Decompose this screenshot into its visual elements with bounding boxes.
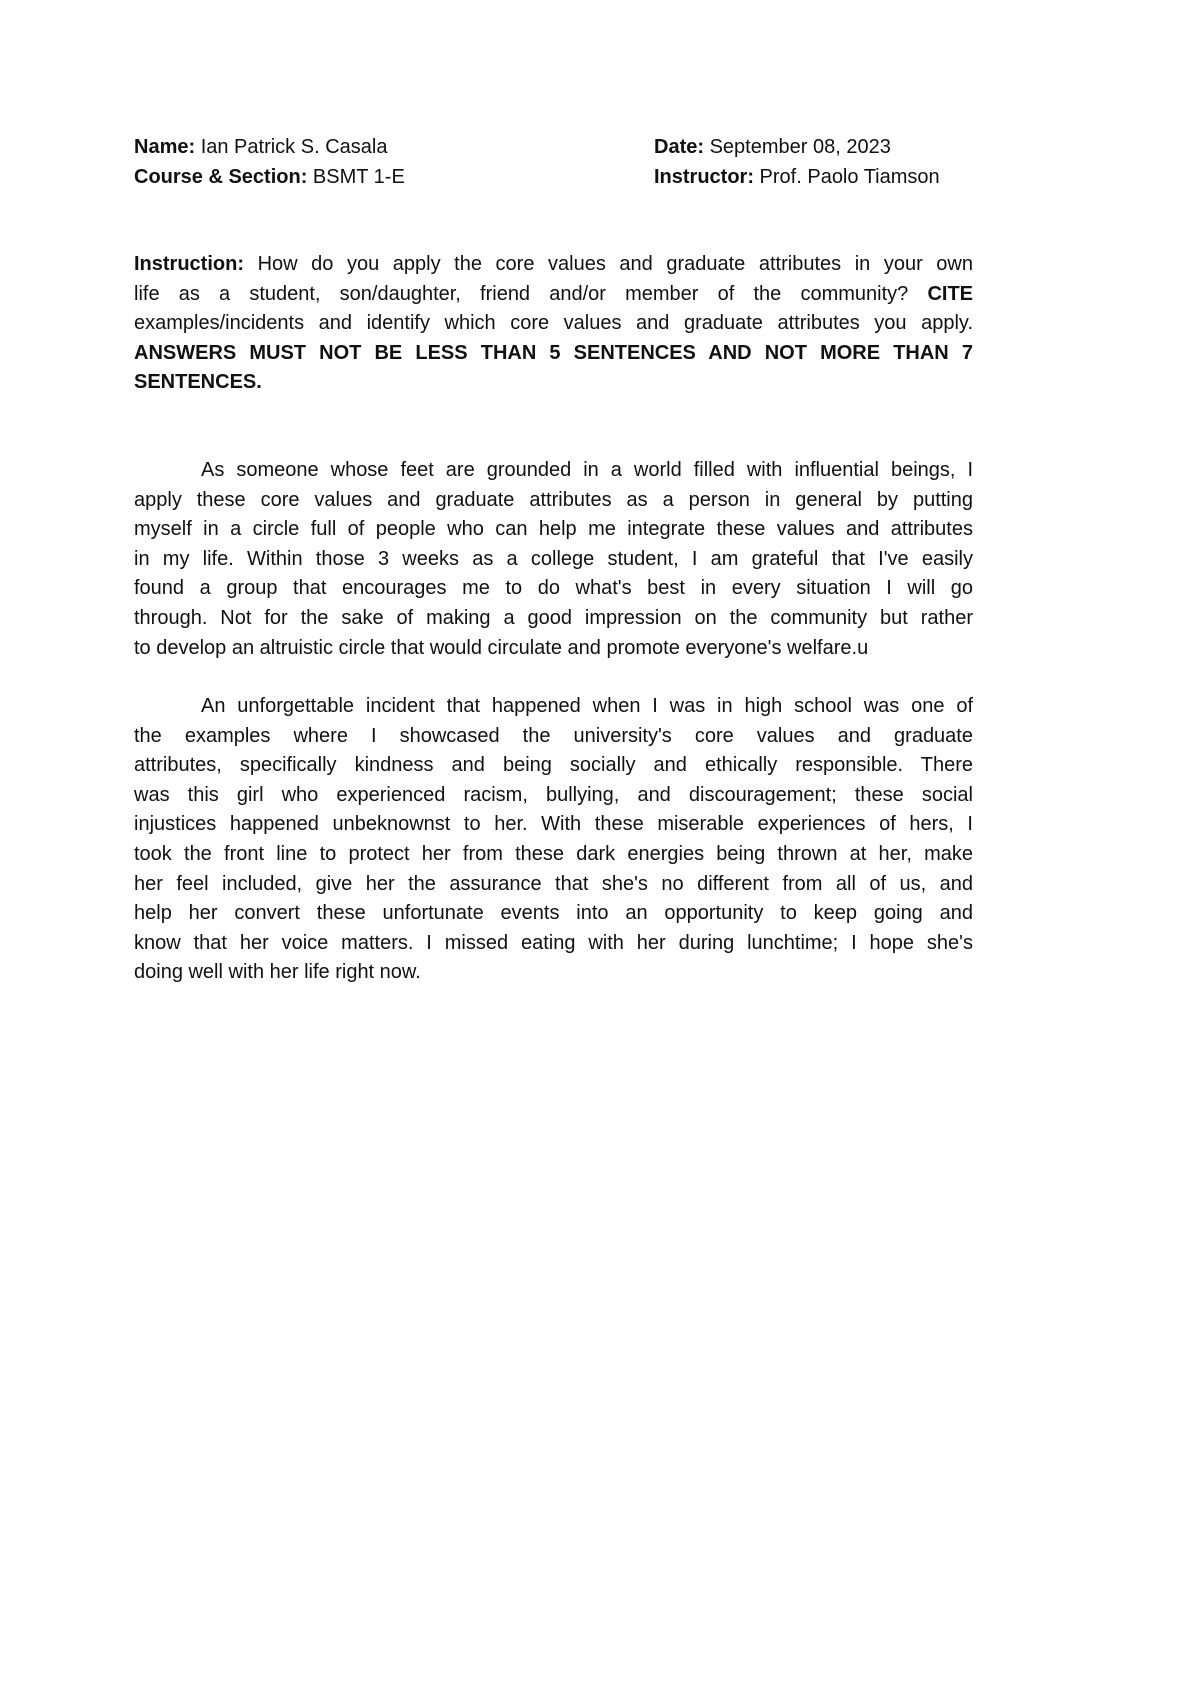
name-field [134, 132, 387, 162]
paragraph-line: to develop an altruistic circle that would circulate and promote everyone's welfare.u [134, 636, 869, 659]
instruction-label: Instruction: [134, 253, 244, 275]
instructor-field [654, 162, 940, 192]
paragraph-line: doing well with her life right now. [134, 961, 421, 984]
paragraph-line: the examples where I showcased the university's core values and graduate [134, 724, 973, 747]
paragraph-line: As someone whose feet are grounded in a world filled with influential beings, I [201, 459, 973, 481]
instruction-line [134, 250, 973, 280]
answer-paragraph-2 [134, 692, 973, 988]
paragraph-line: injustices happened unbeknownst to her. With these miserable experiences of hers, I [134, 813, 973, 836]
paragraph-line: found a group that encourages me to do what's best in every situation I will go [134, 577, 973, 600]
course-label: Course & Section: [134, 166, 308, 188]
paragraph-line: attributes, specifically kindness and being socially and ethically responsible. There [134, 754, 973, 777]
instruction-text: How do you apply the core values and graduate attributes in your own [244, 253, 973, 275]
name-label: Name: [134, 136, 196, 158]
instruction-text: life as a student, son/daughter, friend and/or member of the community? [134, 282, 928, 305]
paragraph-line: was this girl who experienced racism, bullying, and discouragement; these social [134, 783, 973, 806]
instruction-requirement: ANSWERS MUST NOT BE LESS THAN 5 SENTENCES AND NOT MORE THAN 7 [134, 341, 973, 364]
date-value: September 08, 2023 [704, 136, 891, 158]
instruction-emphasis: CITE [927, 282, 973, 305]
course-field [134, 162, 405, 192]
date-field [654, 132, 891, 162]
instruction-block [134, 250, 973, 398]
instruction-requirement: SENTENCES. [134, 371, 262, 394]
paragraph-line: An unforgettable incident that happened when I was in high school was one of [201, 695, 973, 717]
name-value: Ian Patrick S. Casala [195, 136, 388, 158]
instruction-line: examples/incidents and identify which core values and graduate attributes you apply. [134, 312, 973, 335]
paragraph-line: in my life. Within those 3 weeks as a college student, I am grateful that I've easily [134, 547, 973, 570]
course-value: BSMT 1-E [307, 166, 405, 188]
instructor-label: Instructor: [654, 166, 754, 188]
paragraph-line: help her convert these unfortunate events into an opportunity to keep going and [134, 902, 973, 925]
paragraph-line: know that her voice matters. I missed eating with her during lunchtime; I hope she's [134, 931, 973, 954]
answer-paragraph-1 [134, 456, 973, 663]
date-label: Date: [654, 136, 705, 158]
instruction-line [134, 280, 973, 310]
paragraph-line: myself in a circle full of people who can help me integrate these values and attributes [134, 518, 973, 541]
paragraph-line: her feel included, give her the assurance that she's no different from all of us, and [134, 872, 973, 895]
paragraph-line: apply these core values and graduate attributes as a person in general by putting [134, 488, 973, 511]
paragraph-line: through. Not for the sake of making a good impression on the community but rather [134, 606, 973, 629]
paragraph-line: took the front line to protect her from these dark energies being thrown at her, make [134, 842, 973, 865]
instructor-value: Prof. Paolo Tiamson [754, 166, 940, 188]
